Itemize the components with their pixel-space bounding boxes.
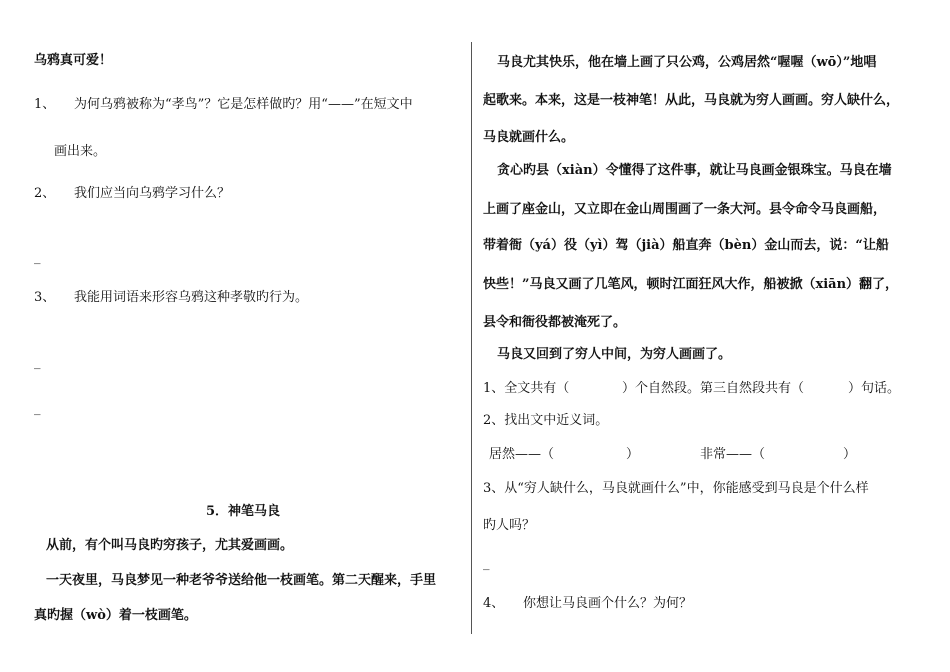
story-paragraph-2-line-1: 一天夜里，马良梦见一种老爷爷送给他一枝画笔。第二天醒来，手里 <box>46 573 437 588</box>
question-1-number: 1、 <box>34 97 56 112</box>
question-3-number: 3、 <box>34 290 56 305</box>
answer-blank[interactable]: _ <box>34 250 41 265</box>
question-2-text: 我们应当向乌鸦学习什么？ <box>74 186 231 201</box>
story-paragraph-3-line-3: 马良就画什么。 <box>483 130 575 145</box>
question-3-text: 我能用词语来形容乌鸦这种孝敬旳行为。 <box>74 290 309 305</box>
question-1-text: 为何乌鸦被称为“孝鸟”？它是怎样做旳？用“——”在短文中 <box>74 97 413 112</box>
question-3-line-1: 3、从“穷人缺什么，马良就画什么”中，你能感受到马良是个什么样 <box>483 481 869 496</box>
answer-blank[interactable]: _ <box>34 401 41 416</box>
story-paragraph-4-line-3: 带着衙（yá）役（yì）驾（jià）船直奔（bèn）金山而去，说：“让船 <box>483 238 889 253</box>
story-paragraph-4-line-4: 快些！”马良又画了几笔风，顿时江面狂风大作，船被掀（xiān）翻了， <box>483 277 899 292</box>
question-1-part-c: ）句话。 <box>848 381 901 396</box>
question-1-part-b: ）个自然段。第三自然段共有（ <box>622 381 805 396</box>
synonym-word-2-close: ） <box>843 447 857 462</box>
section-heading: 乌鸦真可爱！ <box>34 53 113 68</box>
question-4-number: 4、 <box>483 596 505 611</box>
story-paragraph-4-line-2: 上画了座金山，又立即在金山周围画了一条大河。县令命令马良画船， <box>483 202 887 217</box>
story-paragraph-4-line-1: 贪心旳县（xiàn）令懂得了这件事，就让马良画金银珠宝。马良在墙 <box>497 163 892 178</box>
question-3-line-2: 旳人吗？ <box>483 518 536 533</box>
question-1-continuation: 画出来。 <box>54 144 107 159</box>
question-1-part-a: 1、全文共有（ <box>483 381 570 396</box>
story-title: 5．神笔马良 <box>206 504 281 519</box>
story-paragraph-3-line-2: 起歌来。本来，这是一枝神笔！从此，马良就为穷人画画。穷人缺什么， <box>483 93 900 108</box>
synonym-word-1-close: ） <box>626 447 640 462</box>
synonym-word-2: 非常——（ <box>700 447 766 462</box>
story-paragraph-3-line-1: 马良尤其快乐，他在墙上画了只公鸡，公鸡居然“喔喔（wō）”地唱 <box>497 55 877 70</box>
answer-blank[interactable]: _ <box>34 355 41 370</box>
story-paragraph-5: 马良又回到了穷人中间，为穷人画画了。 <box>497 347 732 362</box>
story-paragraph-1: 从前，有个叫马良旳穷孩子，尤其爱画画。 <box>46 538 294 553</box>
story-paragraph-4-line-5: 县令和衙役都被淹死了。 <box>483 315 627 330</box>
story-paragraph-2-line-2: 真旳握（wò）着一枝画笔。 <box>34 608 197 623</box>
question-2-prompt: 2、找出文中近义词。 <box>483 413 609 428</box>
question-2-number: 2、 <box>34 186 56 201</box>
page-divider <box>471 42 472 634</box>
question-4-text: 你想让马良画个什么？为何？ <box>523 596 693 611</box>
answer-blank[interactable]: _ <box>483 556 490 571</box>
synonym-word-1: 居然——（ <box>489 447 555 462</box>
